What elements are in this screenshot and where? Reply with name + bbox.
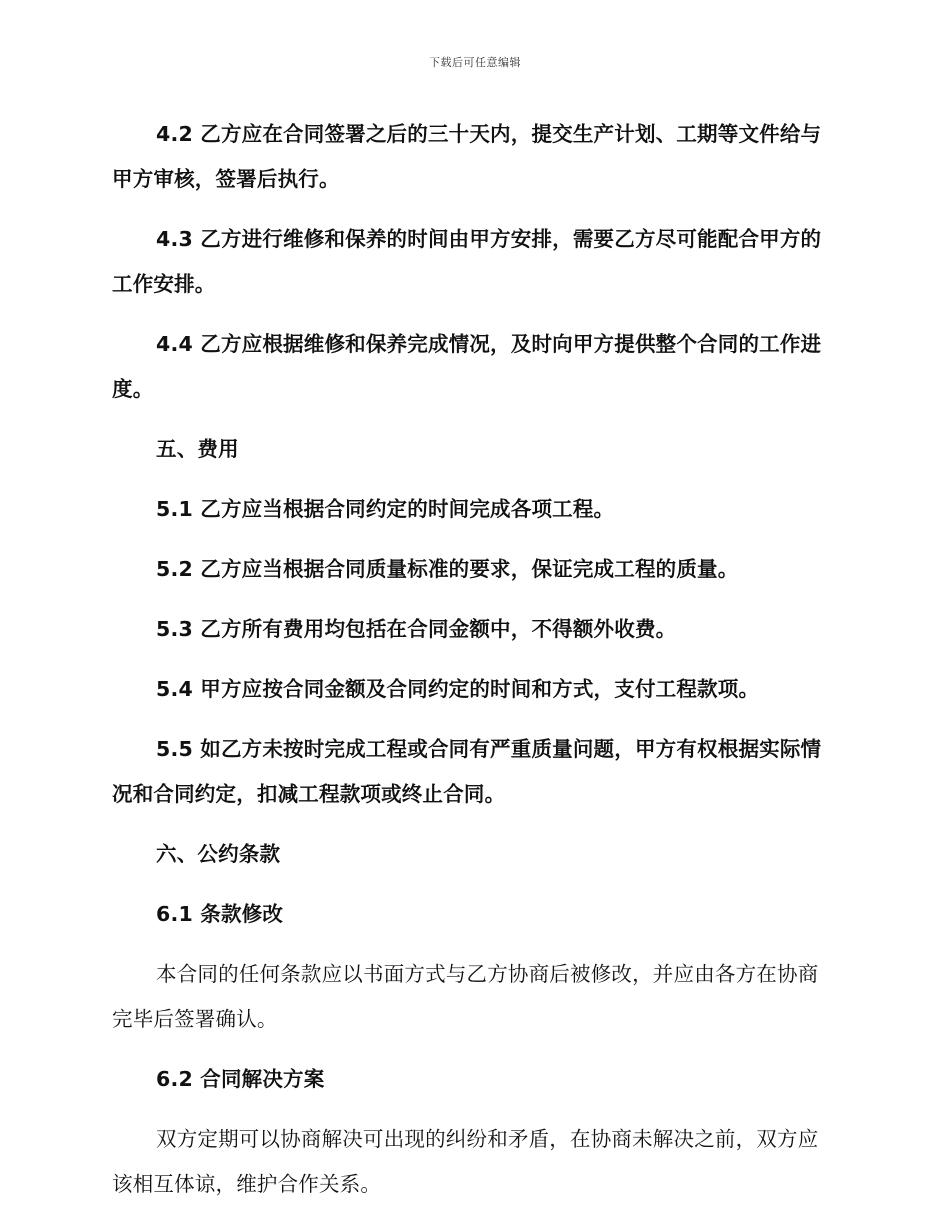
header-note: 下载后可任意编辑 [429, 56, 521, 69]
clause-6-2-body: 双方定期可以协商解决可出现的纠纷和矛盾，在协商未解决之前，双方应该相互体谅，维护合作关系。 [112, 1127, 819, 1196]
subheading-6-1: 6.1 条款修改 [156, 902, 284, 926]
document-body [112, 112, 834, 1222]
clause-4-4: 4.4 乙方应根据维修和保养完成情况，及时向甲方提供整个合同的工作进度。 [112, 332, 822, 401]
clause-5-2: 5.2 乙方应当根据合同质量标准的要求，保证完成工程的质量。 [156, 557, 739, 581]
section-heading-fees: 五、费用 [156, 437, 239, 461]
clause-5-3: 5.3 乙方所有费用均包括在合同金额中，不得额外收费。 [156, 617, 677, 641]
clause-4-3: 4.3 乙方进行维修和保养的时间由甲方安排，需要乙方尽可能配合甲方的工作安排。 [112, 227, 822, 296]
clause-5-1: 5.1 乙方应当根据合同约定的时间完成各项工程。 [156, 497, 615, 521]
clause-6-1-body: 本合同的任何条款应以书面方式与乙方协商后被修改，并应由各方在协商完毕后签署确认。 [112, 962, 819, 1031]
subheading-6-2: 6.2 合同解决方案 [156, 1067, 325, 1091]
clause-5-4: 5.4 甲方应按合同金额及合同约定的时间和方式，支付工程款项。 [156, 677, 760, 701]
clause-5-5: 5.5 如乙方未按时完成工程或合同有严重质量问题，甲方有权根据实际情况和合同约定，扣减工程款项或终止合同。 [112, 737, 822, 806]
section-heading-general-terms: 六、公约条款 [156, 842, 281, 866]
clause-4-2: 4.2 乙方应在合同签署之后的三十天内，提交生产计划、工期等文件给与甲方审核，签署后执行。 [112, 122, 822, 191]
